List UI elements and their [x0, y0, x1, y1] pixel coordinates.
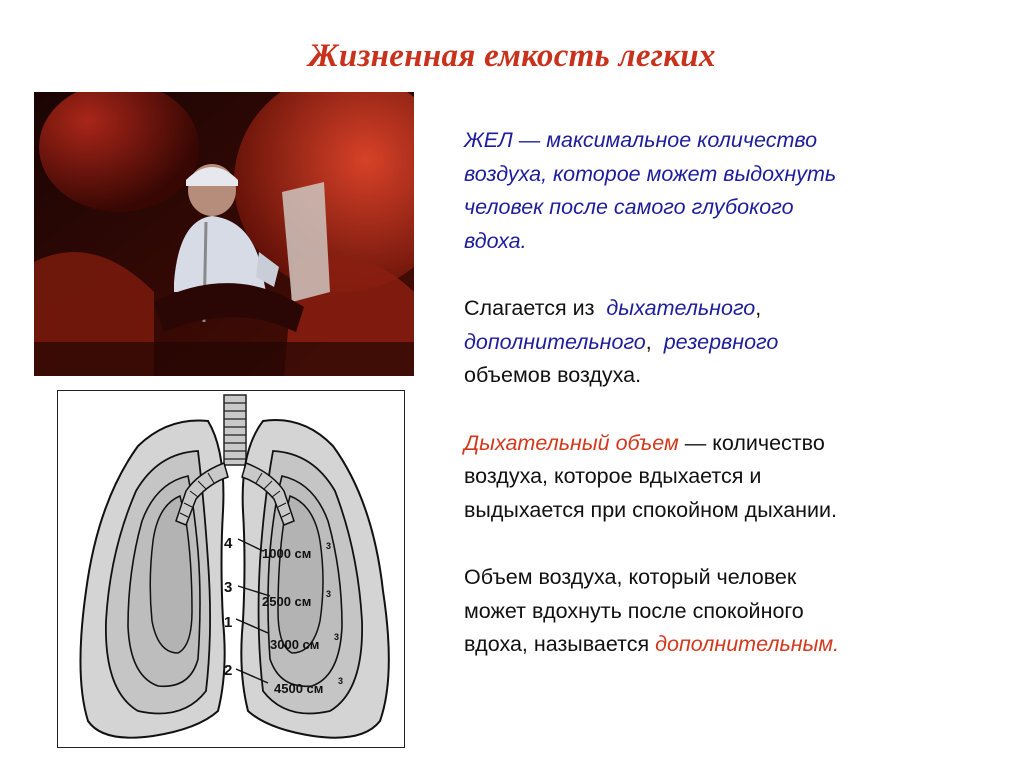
inspiratory-term: дополнительным	[655, 632, 834, 656]
volume-sup-2500: 3	[326, 589, 332, 599]
inspiratory-paragraph	[464, 561, 994, 662]
tidal-volume-paragraph	[464, 427, 994, 528]
label-num-3: 3	[224, 579, 233, 596]
label-num-2: 2	[224, 662, 233, 679]
definition-line: ЖЕЛ — максимальное количество	[464, 128, 818, 152]
comma: ,	[755, 296, 762, 320]
definition-line: человек после самого глубокого	[464, 195, 794, 219]
spirometry-photo	[34, 92, 414, 376]
lungs-diagram	[57, 390, 405, 748]
text-column	[464, 124, 994, 696]
volume-sup-3000: 3	[334, 632, 340, 642]
tidal-term: дыхательного	[606, 296, 756, 320]
composition-text: объемов воздуха.	[464, 363, 642, 387]
volume-label-4500: 4500 см	[274, 681, 324, 696]
definition-paragraph	[464, 124, 994, 258]
volume-label-1000: 1000 см	[262, 546, 312, 561]
label-num-1: 1	[224, 614, 233, 631]
definition-line: воздуха, которое может выдохнуть	[464, 161, 837, 186]
tidal-volume-text: — количество	[678, 430, 825, 455]
spirometry-photo-icon	[34, 92, 414, 376]
volume-sup-4500: 3	[338, 676, 344, 686]
volume-label-2500: 2500 см	[262, 594, 312, 609]
tidal-volume-term: Дыхательный объем	[464, 430, 679, 455]
inspiratory-text: вдоха, называется	[464, 632, 656, 656]
composition-paragraph	[464, 292, 994, 393]
inspiratory-text: может вдохнуть после спокойного	[464, 598, 804, 623]
comma: ,	[645, 329, 652, 354]
inspiratory-term: дополнительного	[464, 329, 646, 354]
definition-line: вдоха.	[464, 228, 527, 253]
tidal-volume-text: воздуха, которое вдыхается и	[464, 464, 762, 488]
inspiratory-text: Объем воздуха, который человек	[464, 565, 797, 589]
period: .	[833, 632, 840, 656]
reserve-term: резервного	[663, 329, 779, 354]
volume-label-3000: 3000 см	[270, 637, 320, 652]
lungs-icon	[58, 391, 403, 746]
slide-title: Жизненная емкость легких	[308, 38, 716, 74]
label-num-4: 4	[224, 535, 233, 552]
volume-sup-1000: 3	[326, 541, 332, 551]
composition-text: Слагается из	[464, 296, 595, 320]
tidal-volume-text: выдыхается при спокойном дыхании.	[464, 497, 838, 522]
